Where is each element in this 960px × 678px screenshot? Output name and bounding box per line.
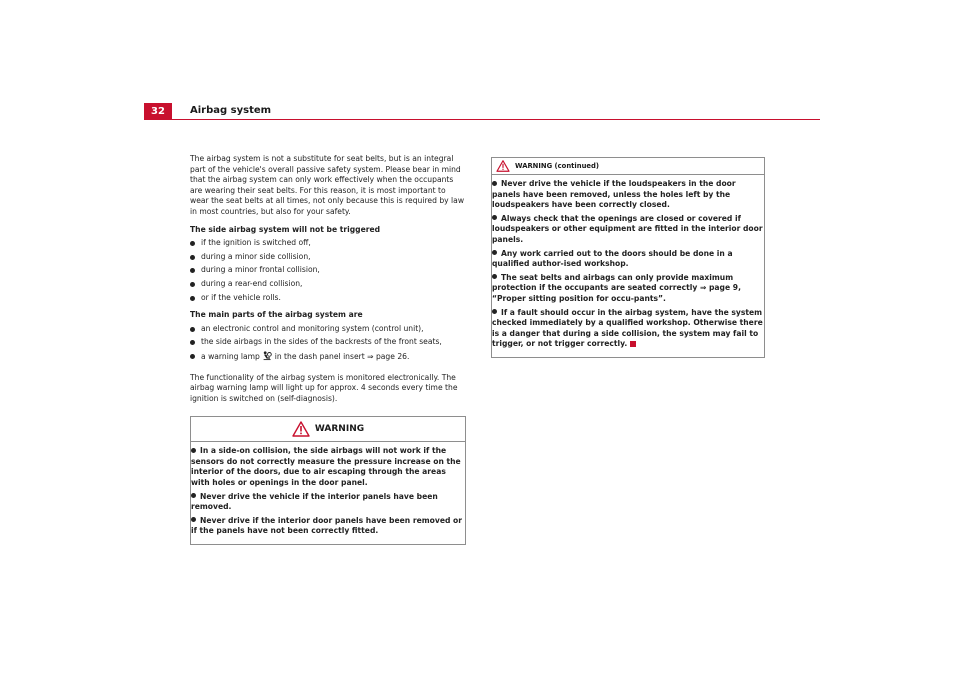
reference-arrow-icon: ⇒ [367,351,374,361]
page-number: 32 [144,103,172,119]
warning-continued-header [492,158,764,175]
warning-box [190,416,466,545]
list-item: during a minor side collision, [190,252,466,263]
bullet-dot-icon [190,296,195,301]
warning-item: Never drive if the interior door panels have been removed or if the panels have not been correctly fitted. [191,515,463,536]
warning-body [191,442,465,544]
warning-item: If a fault should occur in the airbag system, have the system checked immediately by a qualified workshop. Otherwise there is a danger that during a side collision, the system may fail to trigger, or not trigger correctly. [492,307,763,349]
bullet-dot-icon [492,274,497,279]
list-item: an electronic control and monitoring system (control unit), [190,324,466,335]
bullet-dot-icon [190,255,195,260]
warning-item: The seat belts and airbags can only provide maximum protection if the occupants are seated correctly ⇒ page 9, “Proper sitting position for occu-pants”. [492,272,741,303]
warning-triangle-icon [292,421,310,437]
right-column [491,157,765,358]
page-reference[interactable]: page 9, “Proper sitting position for occu-pants”. [492,283,741,303]
end-of-section-icon [630,341,636,347]
list-item: or if the vehicle rolls. [190,293,466,304]
list-item-warning-lamp: a warning lamp in the dash panel insert ⇒ page 26. [190,351,466,363]
list-item: during a minor frontal collision, [190,265,466,276]
intro-paragraph: The airbag system is not a substitute for seat belts, but is an integral part of the vehicle's overall passive safety system. Please bear in mind that the airbag system can only work effectively when the occupants are wearing their seat belts. For this reason, it is most important to wear the seat belts at all times, not only because this is required by law in most countries, but also for your safety. [190,154,465,216]
left-column [190,154,466,545]
page-reference[interactable]: page 26. [375,351,410,361]
header-rule [144,119,820,120]
main-parts-heading: The main parts of the airbag system are [190,310,363,320]
bullet-dot-icon [190,354,195,359]
not-triggered-heading: The side airbag system will not be triggered [190,224,381,234]
main-parts-list [190,324,466,363]
bullet-dot-icon [492,309,497,314]
warning-continued-body [492,175,764,357]
warning-continued-title: WARNING (continued) [515,162,600,170]
warning-item: Never drive the vehicle if the interior panels have been removed. [191,491,438,512]
bullet-dot-icon [190,327,195,332]
bullet-dot-icon [191,517,196,522]
warning-continued-box [491,157,765,358]
bullet-dot-icon [190,340,195,345]
warning-item: Any work carried out to the doors should be done in a qualified author-ised workshop. [492,248,733,269]
warning-header [191,417,465,442]
bullet-dot-icon [492,215,497,220]
warning-title: WARNING [314,424,365,435]
bullet-dot-icon [190,282,195,287]
bullet-dot-icon [190,241,195,246]
list-item: if the ignition is switched off, [190,238,466,249]
functionality-paragraph: The functionality of the airbag system is monitored electronically. The airbag warning lamp will light up for approx. 4 seconds every time the ignition is switched on (self-diagnosis). [190,372,458,403]
bullet-dot-icon [492,250,497,255]
reference-arrow-icon: ⇒ [699,283,707,293]
not-triggered-list [190,238,466,303]
list-item: during a rear-end collision, [190,279,466,290]
airbag-lamp-icon [262,351,272,361]
bullet-dot-icon [492,181,497,186]
list-item: the side airbags in the sides of the backrests of the front seats, [190,337,466,348]
warning-item: Never drive the vehicle if the loudspeakers in the door panels have been removed, unless the holes left by the loudspeakers have been correctly closed. [492,179,736,210]
bullet-dot-icon [191,448,196,453]
bullet-dot-icon [190,268,195,273]
warning-item: Always check that the openings are closed or covered if loudspeakers or other equipment are fitted in the interior door panels. [492,213,763,244]
warning-triangle-icon [496,160,510,172]
warning-item: In a side-on collision, the side airbags will not work if the sensors do not correctly measure the pressure increase on the interior of the doors, due to air escaping through the areas with holes or openings in the door panel. [191,446,461,488]
bullet-dot-icon [191,493,196,498]
running-title: Airbag system [190,105,272,116]
